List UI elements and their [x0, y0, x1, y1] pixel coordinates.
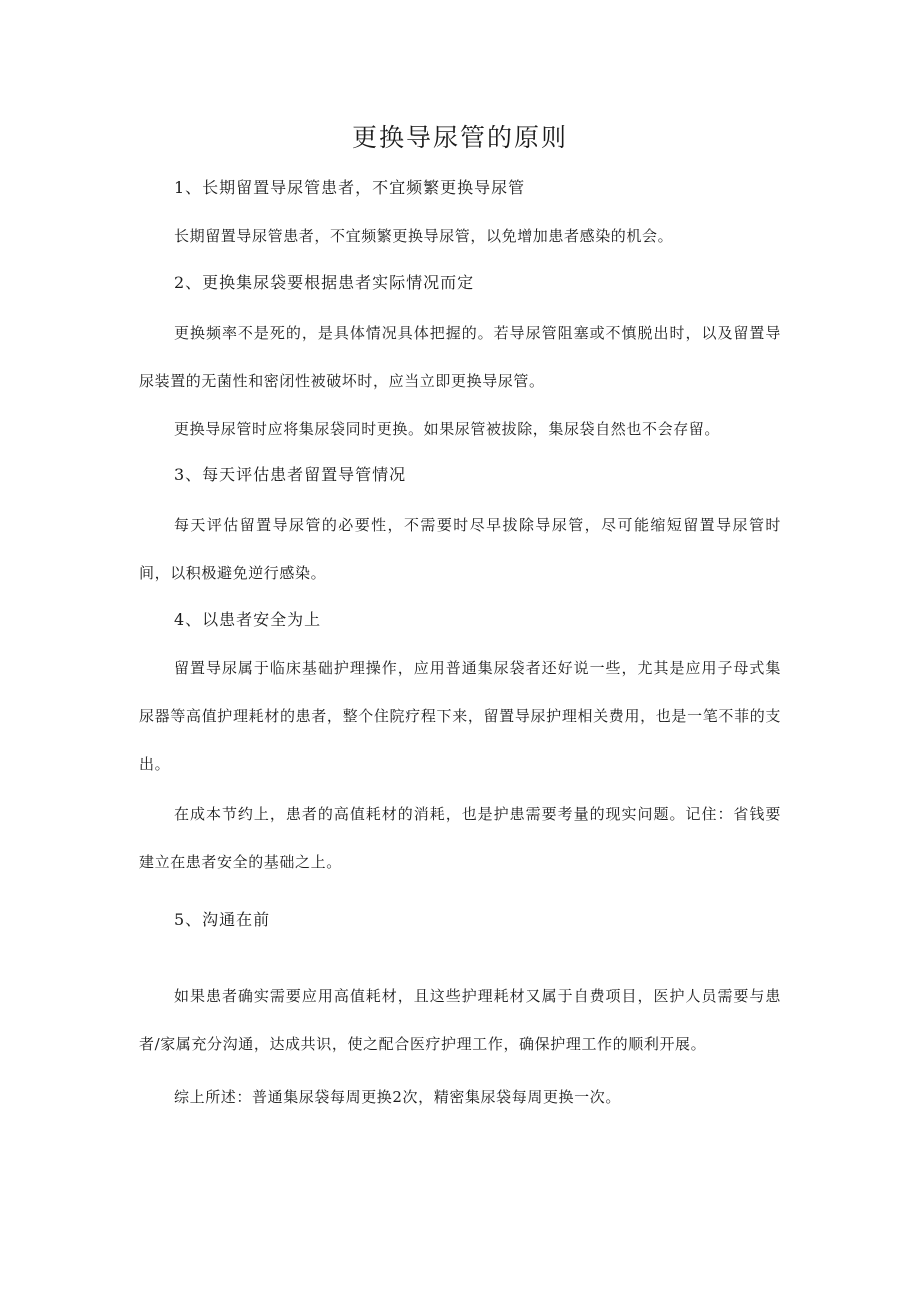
paragraph-5-1: 如果患者确实需要应用高值耗材，且这些护理耗材又属于自费项目，医护人员需要与患者/家属充分沟通，达成共识，使之配合医疗护理工作，确保护理工作的顺利开展。 — [139, 987, 781, 1053]
section-heading-1: 1、长期留置导尿管患者，不宜频繁更换导尿管 — [174, 178, 526, 197]
paragraph-4-1: 留置导尿属于临床基础护理操作，应用普通集尿袋者还好说一些，尤其是应用子母式集尿器等高值护理耗材的患者，整个住院疗程下来，留置导尿护理相关费用，也是一笔不菲的支出。 — [139, 659, 781, 773]
paragraph-5-2: 综上所述：普通集尿袋每周更换2次，精密集尿袋每周更换一次。 — [174, 1088, 621, 1106]
page-title: 更换导尿管的原则 — [351, 123, 568, 152]
section-heading-5: 5、沟通在前 — [174, 910, 271, 929]
section-heading-4: 4、以患者安全为上 — [174, 610, 322, 629]
section-heading-2: 2、更换集尿袋要根据患者实际情况而定 — [174, 273, 475, 292]
section-heading-3: 3、每天评估患者留置导管情况 — [174, 465, 407, 484]
paragraph-3-1: 每天评估留置导尿管的必要性，不需要时尽早拔除导尿管，尽可能缩短留置导尿管时间，以积极避免逆行感染。 — [139, 516, 781, 582]
paragraph-1-1: 长期留置导尿管患者，不宜频繁更换导尿管，以免增加患者感染的机会。 — [174, 227, 674, 245]
paragraph-2-2: 更换导尿管时应将集尿袋同时更换。如果尿管被拔除，集尿袋自然也不会存留。 — [174, 420, 721, 438]
paragraph-2-1: 更换频率不是死的，是具体情况具体把握的。若导尿管阻塞或不慎脱出时，以及留置导尿装置的无菌性和密闭性被破坏时，应当立即更换导尿管。 — [139, 324, 781, 390]
paragraph-4-2: 在成本节约上，患者的高值耗材的消耗，也是护患需要考量的现实问题。记住：省钱要建立在患者安全的基础之上。 — [139, 805, 781, 871]
